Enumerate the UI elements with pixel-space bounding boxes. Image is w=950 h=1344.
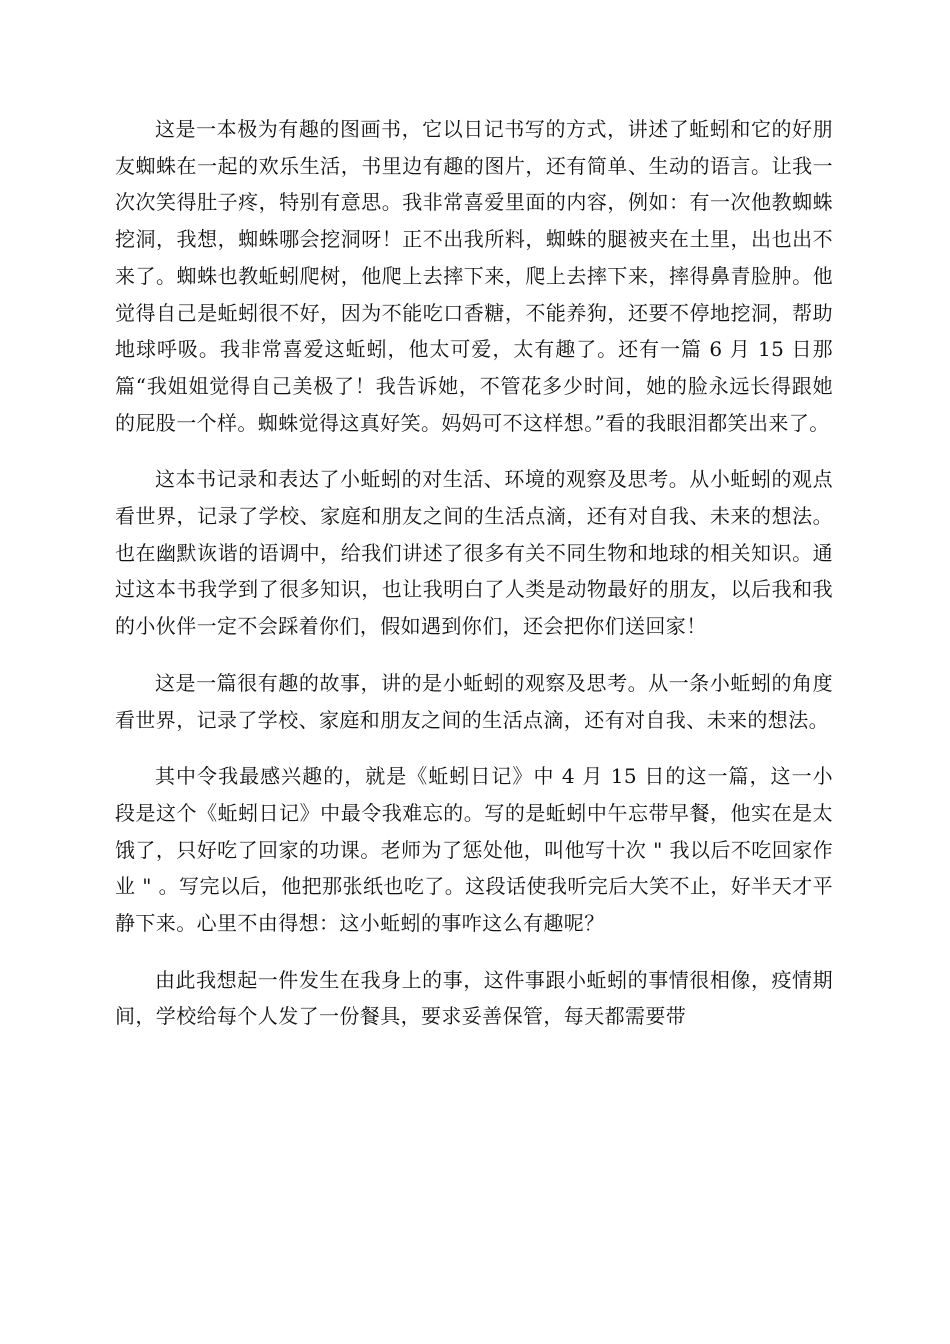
paragraph-2: 这本书记录和表达了小蚯蚓的对生活、环境的观察及思考。从小蚯蚓的观点看世界，记录了学校、家庭和朋友之间的生活点滴，还有对自我、未来的想法。也在幽默诙谐的语调中，给我们讲述了很多有关不同生物和地球的相关知识。通过这本书我学到了很多知识，也让我明白了人类是动物最好的朋友，以后我和我的小伙伴一定不会踩着你们，假如遇到你们，还会把你们送回家！ <box>115 467 833 639</box>
document-body <box>115 111 833 1055</box>
paragraph-4: 其中令我最感兴趣的，就是《蚯蚓日记》中 4 月 15 日的这一篇，这一小段是这个《蚯蚓日记》中最令我难忘的。写的是蚯蚓中午忘带早餐，他实在是太饿了，只好吃了回家的功课。老师为了惩处他，叫他写十次 " 我以后不吃回家作业 " 。写完以后，他把那张纸也吃了。这段话使我听完后大笑不止，好半天才平静下来。心里不由得想：这小蚯蚓的事咋这么有趣呢？ <box>115 764 833 936</box>
paragraph-5: 由此我想起一件发生在我身上的事，这件事跟小蚯蚓的事情很相像，疫情期间，学校给每个人发了一份餐具，要求妥善保管，每天都需要带 <box>115 967 833 1029</box>
paragraph-3: 这是一篇很有趣的故事，讲的是小蚯蚓的观察及思考。从一条小蚯蚓的角度看世界，记录了学校、家庭和朋友之间的生活点滴，还有对自我、未来的想法。 <box>115 670 833 732</box>
paragraph-1: 这是一本极为有趣的图画书，它以日记书写的方式，讲述了蚯蚓和它的好朋友蜘蛛在一起的欢乐生活，书里边有趣的图片，还有简单、生动的语言。让我一次次笑得肚子疼，特别有意思。我非常喜爱里面的内容，例如：有一次他教蜘蛛挖洞，我想，蜘蛛哪会挖洞呀！正不出我所料，蜘蛛的腿被夹在土里，出也出不来了。蜘蛛也教蚯蚓爬树，他爬上去摔下来，爬上去摔下来，摔得鼻青脸肿。他觉得自己是蚯蚓很不好，因为不能吃口香糖，不能养狗，还要不停地挖洞，帮助地球呼吸。我非常喜爱这蚯蚓，他太可爱，太有趣了。还有一篇 6 月 15 日那篇“我姐姐觉得自己美极了！我告诉她，不管花多少时间，她的脸永远长得跟她的屁股一个样。蜘蛛觉得这真好笑。妈妈可不这样想。”看的我眼泪都笑出来了。 <box>115 117 833 435</box>
